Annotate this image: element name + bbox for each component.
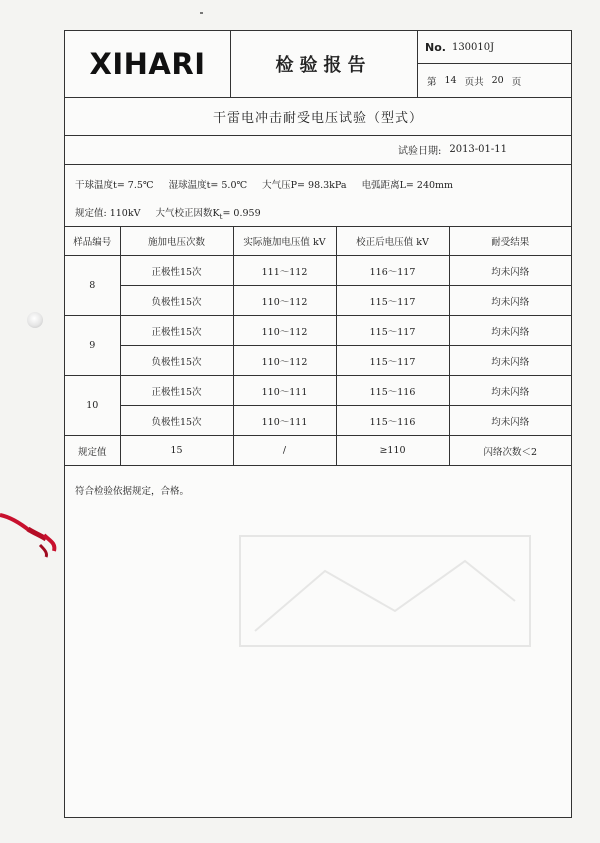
corrected-cell: 115～116 bbox=[336, 376, 449, 406]
applied-cell: 正极性15次 bbox=[120, 316, 233, 346]
conclusion-text: 符合检验依据规定，合格。 bbox=[75, 486, 190, 497]
actual-cell: 110～112 bbox=[233, 286, 336, 316]
test-date-row bbox=[65, 135, 571, 165]
header-result: 耐受结果 bbox=[449, 226, 571, 256]
result-cell: 均未闪络 bbox=[449, 376, 571, 406]
header-applied: 施加电压次数 bbox=[120, 226, 233, 256]
corrected-cell: 115～117 bbox=[336, 286, 449, 316]
actual-cell: 110～112 bbox=[233, 316, 336, 346]
page-total: 20 bbox=[491, 75, 504, 86]
result-cell: 均未闪络 bbox=[449, 406, 571, 436]
atmospheric-pressure: 大气压P= 98.3kPa bbox=[262, 180, 347, 191]
corrected-cell: 115～117 bbox=[336, 346, 449, 376]
page-current: 14 bbox=[444, 75, 457, 86]
results-table bbox=[65, 226, 571, 466]
result-cell: 均未闪络 bbox=[449, 256, 571, 286]
report-page bbox=[64, 30, 572, 818]
actual-cell: 110～112 bbox=[233, 346, 336, 376]
header-actual: 实际施加电压值 kV bbox=[233, 226, 336, 256]
section-title: 干雷电冲击耐受电压试验（型式） bbox=[65, 97, 571, 136]
applied-cell: 负极性15次 bbox=[120, 286, 233, 316]
dry-bulb-temp: 干球温度t= 7.5℃ bbox=[75, 180, 154, 191]
actual-cell: 111～112 bbox=[233, 256, 336, 286]
page-mid: 页共 bbox=[464, 76, 484, 88]
table-row bbox=[65, 286, 571, 316]
header-sample: 样品编号 bbox=[65, 226, 120, 256]
report-number bbox=[417, 31, 571, 64]
report-header bbox=[65, 31, 571, 98]
spec-corrected: ≥110 bbox=[336, 436, 449, 466]
report-number-value: 130010J bbox=[451, 41, 495, 53]
binding-hole bbox=[27, 312, 43, 328]
logo-cell bbox=[65, 31, 231, 97]
applied-cell: 负极性15次 bbox=[120, 406, 233, 436]
spec-applied: 15 bbox=[120, 436, 233, 466]
test-date-value: 2013-01-11 bbox=[449, 144, 507, 155]
arc-distance: 电弧距离L= 240mm bbox=[361, 180, 454, 191]
test-date-label: 试验日期: bbox=[397, 146, 442, 157]
sample-id: 9 bbox=[65, 316, 120, 376]
test-conditions bbox=[65, 165, 571, 227]
company-logo: XIHARI bbox=[89, 47, 206, 81]
page-prefix: 第 bbox=[427, 76, 437, 88]
actual-cell: 110～111 bbox=[233, 376, 336, 406]
header-corrected: 校正后电压值 kV bbox=[336, 226, 449, 256]
spec-actual: / bbox=[233, 436, 336, 466]
faint-watermark bbox=[235, 531, 535, 651]
spec-result: 闪络次数＜2 bbox=[449, 436, 571, 466]
corrected-cell: 116～117 bbox=[336, 256, 449, 286]
table-header-row bbox=[65, 226, 571, 256]
report-number-label: No. bbox=[425, 40, 446, 54]
wet-bulb-temp: 湿球温度t= 5.0℃ bbox=[168, 180, 248, 191]
title-cell bbox=[230, 31, 418, 97]
corrected-cell: 115～116 bbox=[336, 406, 449, 436]
result-cell: 均未闪络 bbox=[449, 286, 571, 316]
table-row bbox=[65, 316, 571, 346]
page-suffix: 页 bbox=[511, 76, 522, 88]
scan-dot bbox=[200, 12, 203, 14]
binding-string bbox=[0, 505, 70, 565]
table-row bbox=[65, 406, 571, 436]
conditions-line-2 bbox=[75, 205, 261, 221]
sample-id: 8 bbox=[65, 256, 120, 316]
sample-id: 10 bbox=[65, 376, 120, 436]
report-title: 检验报告 bbox=[275, 55, 372, 76]
result-cell: 均未闪络 bbox=[449, 346, 571, 376]
actual-cell: 110～111 bbox=[233, 406, 336, 436]
applied-cell: 正极性15次 bbox=[120, 256, 233, 286]
corrected-cell: 115～117 bbox=[336, 316, 449, 346]
specified-voltage: 规定值: 110kV bbox=[75, 208, 141, 219]
result-cell: 均未闪络 bbox=[449, 316, 571, 346]
applied-cell: 负极性15次 bbox=[120, 346, 233, 376]
table-row bbox=[65, 346, 571, 376]
table-row bbox=[65, 376, 571, 406]
table-row bbox=[65, 256, 571, 286]
applied-cell: 正极性15次 bbox=[120, 376, 233, 406]
spec-row bbox=[65, 436, 571, 466]
page-indicator bbox=[417, 64, 571, 97]
spec-label: 规定值 bbox=[65, 436, 120, 466]
conditions-line-1 bbox=[75, 177, 465, 191]
correction-factor: 大气校正因数$K_t= 0.959$ bbox=[155, 208, 261, 221]
